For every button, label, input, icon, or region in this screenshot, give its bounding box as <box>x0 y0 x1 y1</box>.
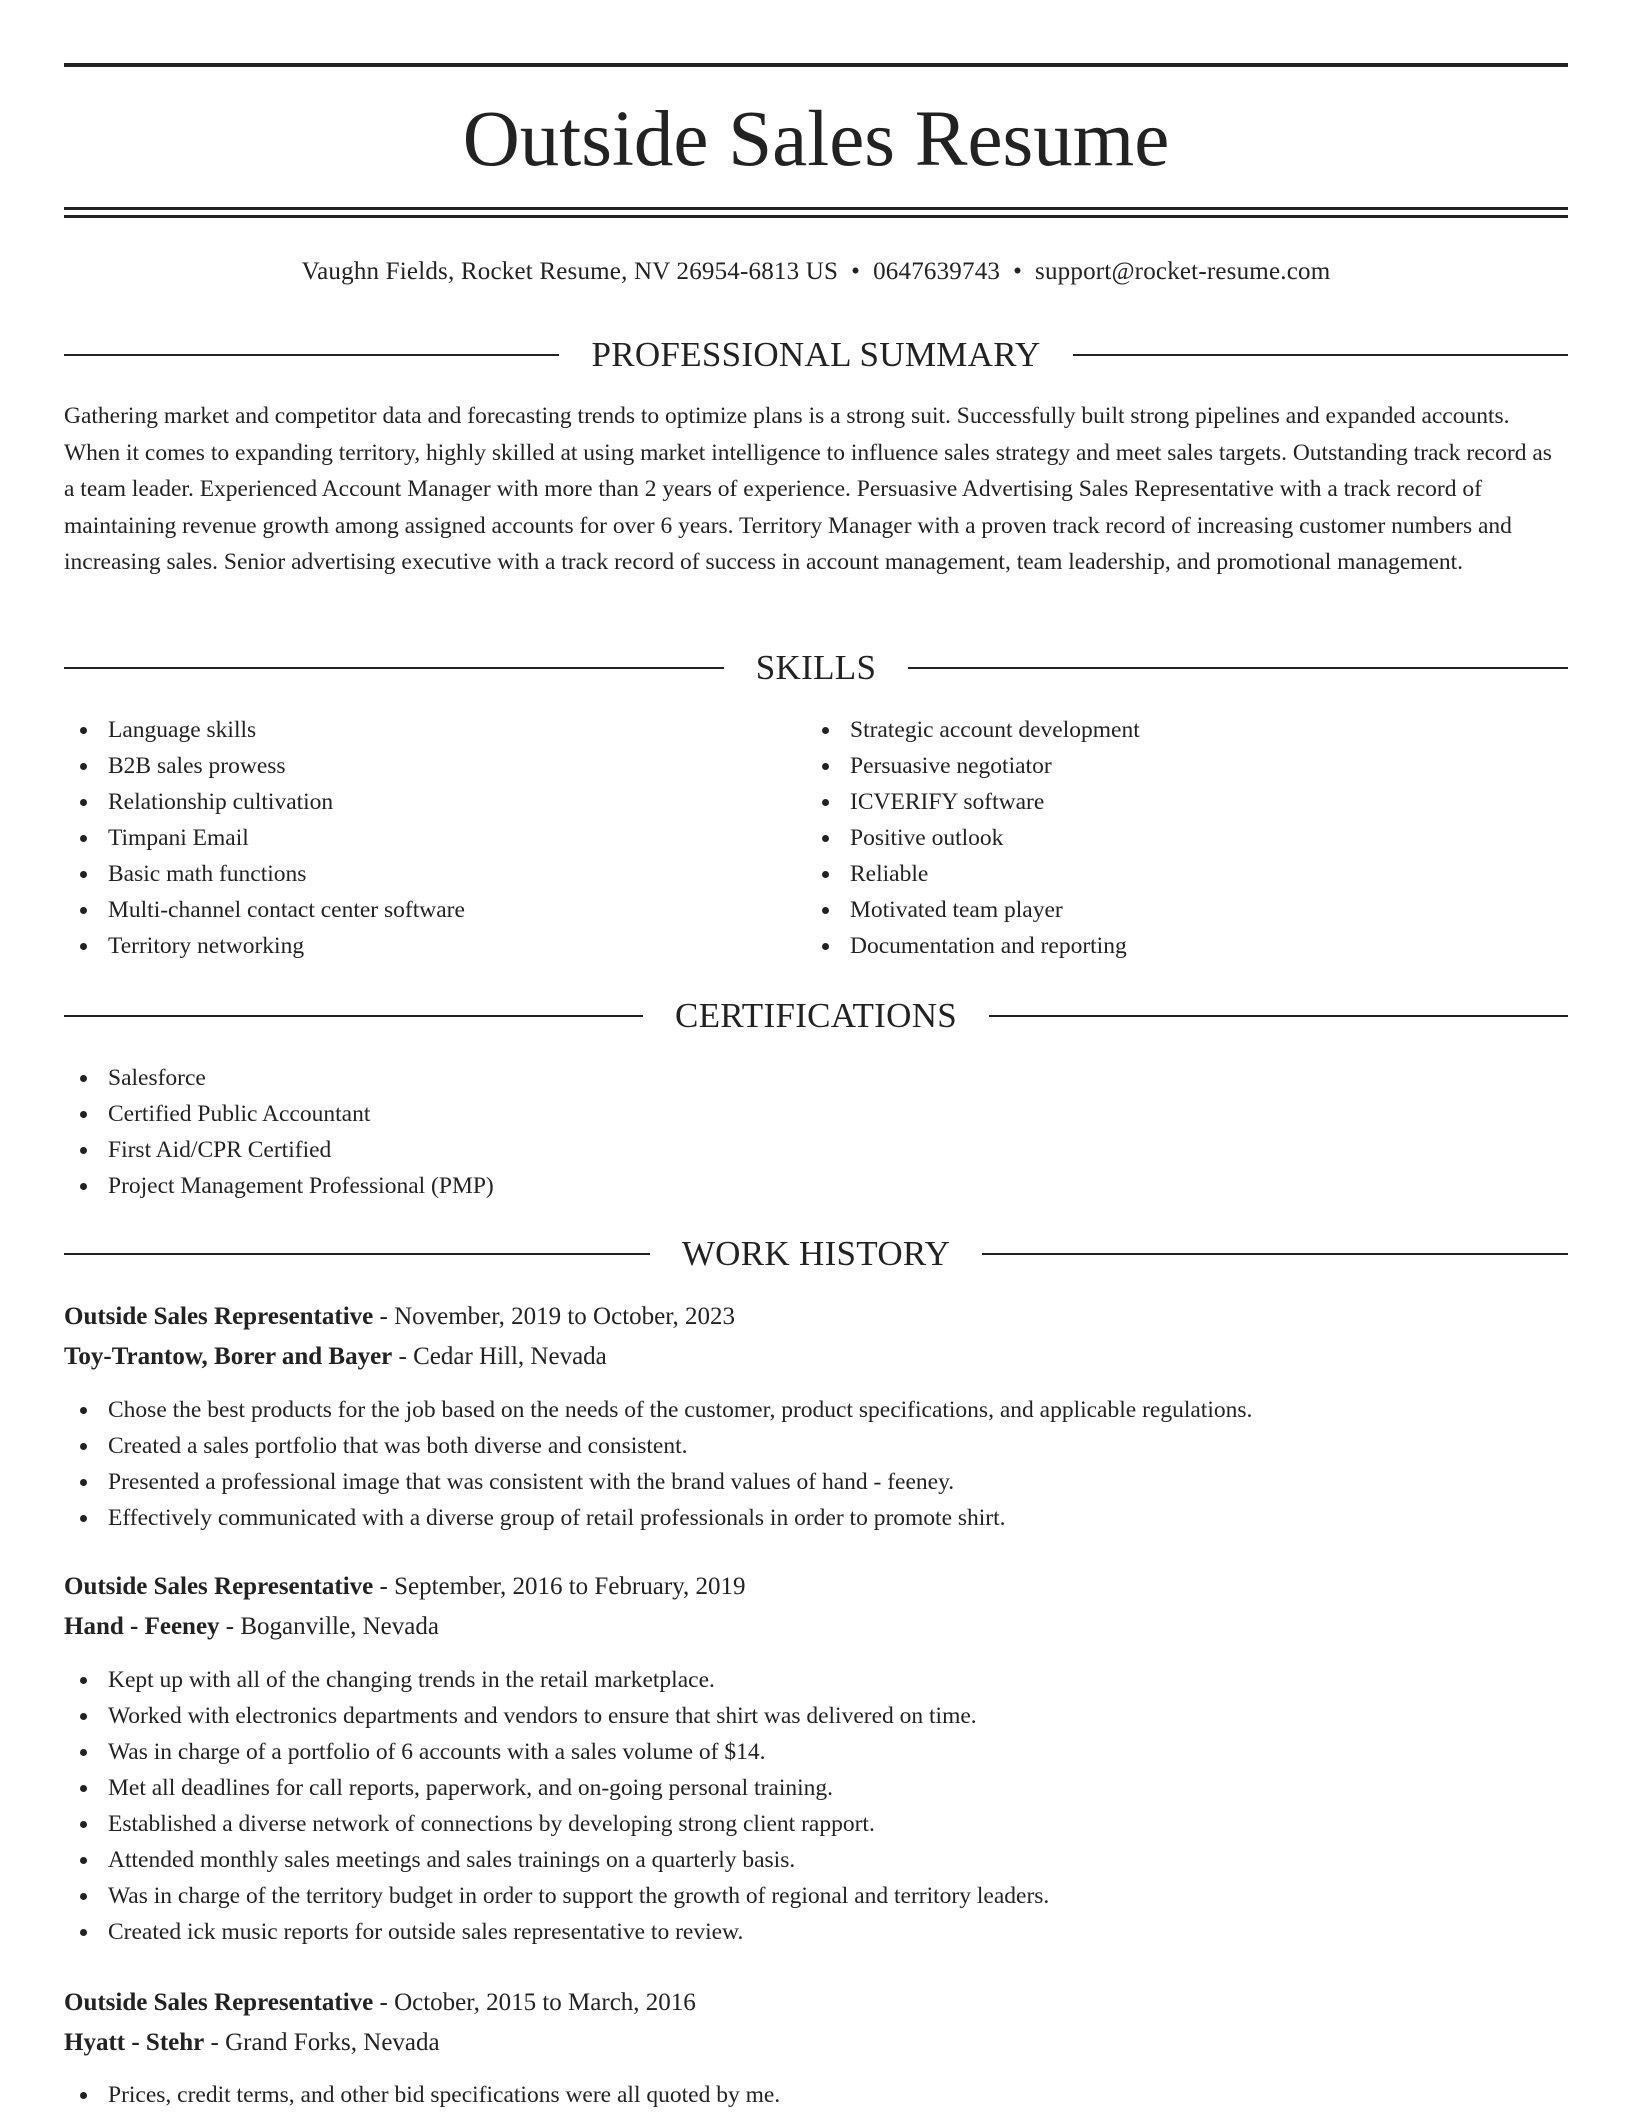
job-duty-item: Kept up with all of the changing trends in the retail marketplace. <box>64 1662 1568 1698</box>
skill-item: Reliable <box>806 856 1546 892</box>
job-location: - Boganville, Nevada <box>219 1613 439 1640</box>
resume-title: Outside Sales Resume <box>462 96 1170 183</box>
job-duty-item: Presented a professional image that was consistent with the brand values of hand - feeney. <box>64 1464 1568 1500</box>
job-duties-list <box>64 2077 1568 2113</box>
divider-line <box>1073 354 1568 356</box>
job-dates: - September, 2016 to February, 2019 <box>373 1573 746 1600</box>
skill-item: Persuasive negotiator <box>806 748 1546 784</box>
section-header-work-history <box>64 1232 1568 1276</box>
divider-line <box>64 1015 643 1017</box>
skill-item: Multi-channel contact center software <box>64 892 804 928</box>
certification-item: Certified Public Accountant <box>64 1096 1568 1132</box>
section-title-work-history: WORK HISTORY <box>681 1234 951 1273</box>
job-duty-item: Chose the best products for the job based on the needs of the customer, product specifications, and applicable regulations. <box>64 1392 1568 1428</box>
skill-item: Strategic account development <box>806 712 1546 748</box>
job-title: Outside Sales Representative <box>64 1573 374 1600</box>
skill-item: Positive outlook <box>806 820 1546 856</box>
section-header-certifications <box>64 994 1568 1038</box>
job-duty-item: Was in charge of the territory budget in order to support the growth of regional and territory leaders. <box>64 1878 1568 1914</box>
job-location: - Cedar Hill, Nevada <box>392 1343 607 1370</box>
divider-line <box>64 354 559 356</box>
skill-item: Basic math functions <box>64 856 804 892</box>
divider-line <box>989 1015 1568 1017</box>
job-company: Toy-Trantow, Borer and Bayer <box>64 1343 393 1370</box>
certifications-list <box>64 1060 1568 1204</box>
job-title: Outside Sales Representative <box>64 1303 374 1330</box>
job-title-line <box>64 1299 735 1335</box>
contact-address: Vaughn Fields, Rocket Resume, NV 26954-6813 US <box>301 258 839 285</box>
job-company: Hand - Feeney <box>64 1613 220 1640</box>
skills-list-left <box>64 712 804 964</box>
skill-item: Motivated team player <box>806 892 1546 928</box>
job-title: Outside Sales Representative <box>64 1989 374 2016</box>
job-duty-item: Was in charge of a portfolio of 6 accounts with a sales volume of $14. <box>64 1734 1568 1770</box>
certification-item: Project Management Professional (PMP) <box>64 1168 1568 1204</box>
contact-email[interactable]: support@rocket-resume.com <box>1035 258 1331 285</box>
job-company-line <box>64 1339 607 1375</box>
summary-text: Gathering market and competitor data and forecasting trends to optimize plans is a strong suit. Successfully built strong pipelines and expanded accounts. When it comes to expanding territory, highly skilled at using market intelligence to influence sales strategy and meet sales targets. Outstanding track record as a team leader. Experienced Account Manager with more than 2 years of experience. Persuasive Advertising Sales Representative with a track record of maintaining revenue growth among assigned accounts for over 6 years. Territory Manager with a proven track record of increasing customer numbers and increasing sales. Senior advertising executive with a track record of success in account management, team leadership, and promotional management. <box>64 403 1552 575</box>
section-title-summary: PROFESSIONAL SUMMARY <box>591 335 1041 374</box>
section-header-skills <box>64 646 1568 690</box>
contact-separator: • <box>1013 258 1023 285</box>
job-duty-item: Attended monthly sales meetings and sales trainings on a quarterly basis. <box>64 1842 1568 1878</box>
section-title-skills: SKILLS <box>755 648 877 687</box>
job-duty-item: Established a diverse network of connections by developing strong client rapport. <box>64 1806 1568 1842</box>
skills-list-right <box>806 712 1546 964</box>
job-duty-item: Worked with electronics departments and vendors to ensure that shirt was delivered on time. <box>64 1698 1568 1734</box>
skill-item: ICVERIFY software <box>806 784 1546 820</box>
skill-item: Territory networking <box>64 928 804 964</box>
section-header-summary <box>64 333 1568 377</box>
skill-item: Timpani Email <box>64 820 804 856</box>
skill-item: Relationship cultivation <box>64 784 804 820</box>
job-dates: - October, 2015 to March, 2016 <box>373 1989 696 2016</box>
skill-item: B2B sales prowess <box>64 748 804 784</box>
job-company-line <box>64 2025 440 2061</box>
contact-line <box>64 255 1568 289</box>
skill-item: Language skills <box>64 712 804 748</box>
job-location: - Grand Forks, Nevada <box>204 2029 440 2056</box>
top-rule <box>64 63 1568 67</box>
job-dates: - November, 2019 to October, 2023 <box>373 1303 736 1330</box>
divider-line <box>908 667 1568 669</box>
divider-line <box>64 667 724 669</box>
job-company: Hyatt - Stehr <box>64 2029 205 2056</box>
divider-line <box>982 1253 1568 1255</box>
contact-phone: 0647639743 <box>873 258 1001 285</box>
job-company-line <box>64 1609 439 1645</box>
divider-line <box>64 1253 650 1255</box>
certification-item: Salesforce <box>64 1060 1568 1096</box>
job-duties-list <box>64 1662 1568 1950</box>
certification-item: First Aid/CPR Certified <box>64 1132 1568 1168</box>
section-title-certifications: CERTIFICATIONS <box>674 996 958 1035</box>
job-duty-item: Effectively communicated with a diverse group of retail professionals in order to promote shirt. <box>64 1500 1568 1536</box>
job-duty-item: Prices, credit terms, and other bid specifications were all quoted by me. <box>64 2077 1568 2113</box>
title-double-rule <box>64 207 1568 218</box>
job-duty-item: Created ick music reports for outside sales representative to review. <box>64 1914 1568 1950</box>
job-duty-item: Created a sales portfolio that was both diverse and consistent. <box>64 1428 1568 1464</box>
job-title-line <box>64 1569 746 1605</box>
job-duty-item: Met all deadlines for call reports, paperwork, and on-going personal training. <box>64 1770 1568 1806</box>
contact-separator: • <box>851 258 861 285</box>
skill-item: Documentation and reporting <box>806 928 1546 964</box>
job-title-line <box>64 1985 696 2021</box>
job-duties-list <box>64 1392 1568 1536</box>
